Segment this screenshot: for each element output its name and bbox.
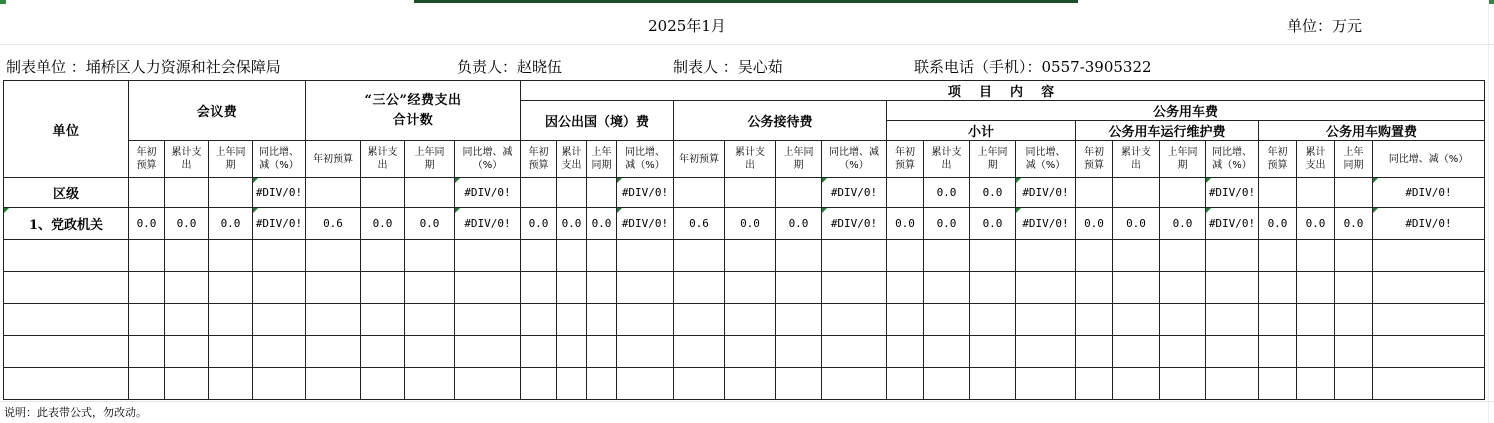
table-cell[interactable] bbox=[1259, 304, 1297, 336]
table-cell[interactable] bbox=[557, 336, 587, 368]
table-cell[interactable] bbox=[209, 272, 253, 304]
table-cell[interactable] bbox=[1160, 178, 1206, 208]
table-cell[interactable]: #DIV/0! bbox=[1373, 178, 1485, 208]
table-cell[interactable] bbox=[521, 272, 557, 304]
table-cell[interactable] bbox=[455, 368, 521, 400]
subheader-meeting-0: 年初 预算 bbox=[129, 141, 165, 178]
table-cell[interactable] bbox=[306, 240, 361, 272]
table-row bbox=[4, 304, 1485, 336]
preparer-info bbox=[673, 56, 783, 77]
table-cell[interactable] bbox=[1335, 178, 1373, 208]
table-cell[interactable] bbox=[887, 240, 924, 272]
table-cell[interactable] bbox=[405, 178, 455, 208]
table-cell[interactable] bbox=[970, 272, 1016, 304]
table-cell[interactable] bbox=[521, 336, 557, 368]
header-project: 项 目 内 容 bbox=[521, 81, 1485, 101]
table-cell[interactable] bbox=[455, 304, 521, 336]
org-value: 埇桥区人力资源和社会保障局 bbox=[85, 58, 281, 76]
table-cell[interactable] bbox=[776, 178, 822, 208]
table-cell[interactable] bbox=[405, 240, 455, 272]
subheader-reception-1: 累计支 出 bbox=[725, 141, 776, 178]
subheader-abroad-0: 年初 预算 bbox=[521, 141, 557, 178]
table-cell[interactable] bbox=[253, 240, 306, 272]
table-cell[interactable]: 0.0 bbox=[776, 208, 822, 240]
table-row bbox=[4, 368, 1485, 400]
table-cell[interactable] bbox=[587, 304, 617, 336]
table-cell[interactable] bbox=[361, 240, 405, 272]
table-cell[interactable] bbox=[587, 178, 617, 208]
table-cell[interactable]: 0.0 bbox=[587, 208, 617, 240]
table-cell[interactable] bbox=[1016, 336, 1076, 368]
org-label: 制表单位 ： bbox=[6, 58, 86, 76]
table-cell[interactable] bbox=[1206, 240, 1259, 272]
table-cell[interactable]: 0.0 bbox=[887, 208, 924, 240]
table-cell[interactable]: 0.0 bbox=[209, 208, 253, 240]
footnote: 说明：此表带公式，勿改动。 bbox=[4, 406, 147, 419]
table-cell[interactable] bbox=[617, 240, 674, 272]
table-cell[interactable] bbox=[822, 336, 887, 368]
table-cell[interactable] bbox=[165, 272, 209, 304]
subheader-purchase-3: 同比增、减（%） bbox=[1373, 141, 1485, 178]
table-cell[interactable] bbox=[1016, 368, 1076, 400]
table-cell[interactable] bbox=[617, 272, 674, 304]
table-cell[interactable] bbox=[521, 368, 557, 400]
table-cell[interactable]: #DIV/0! bbox=[1016, 208, 1076, 240]
table-cell[interactable] bbox=[361, 272, 405, 304]
table-cell[interactable] bbox=[970, 240, 1016, 272]
table-cell[interactable] bbox=[209, 240, 253, 272]
table-cell[interactable] bbox=[1076, 240, 1113, 272]
subheader-operation-0: 年初 预算 bbox=[1076, 141, 1113, 178]
subheader-row bbox=[4, 141, 1485, 178]
table-cell[interactable]: 0.0 bbox=[557, 208, 587, 240]
table-cell[interactable] bbox=[1297, 272, 1335, 304]
table-cell[interactable] bbox=[1335, 368, 1373, 400]
table-cell[interactable] bbox=[1373, 336, 1485, 368]
table-row bbox=[4, 208, 1485, 240]
table-cell[interactable] bbox=[129, 304, 165, 336]
table-cell[interactable] bbox=[674, 368, 725, 400]
table-cell[interactable] bbox=[822, 304, 887, 336]
table-cell[interactable] bbox=[887, 304, 924, 336]
leader-value: 赵晓伍 bbox=[517, 58, 563, 76]
table-cell[interactable]: 0.0 bbox=[924, 178, 970, 208]
subheader-purchase-1: 累计 支出 bbox=[1297, 141, 1335, 178]
cell-corner-marker bbox=[0, 0, 6, 4]
table-cell[interactable] bbox=[361, 304, 405, 336]
table-cell[interactable] bbox=[617, 336, 674, 368]
table-cell[interactable] bbox=[405, 272, 455, 304]
subheader-operation-1: 累计支 出 bbox=[1113, 141, 1160, 178]
subheader-purchase-0: 年初 预算 bbox=[1259, 141, 1297, 178]
subheader-abroad-2: 上年 同期 bbox=[587, 141, 617, 178]
table-cell[interactable]: #DIV/0! bbox=[253, 178, 306, 208]
table-cell[interactable] bbox=[306, 336, 361, 368]
table-cell[interactable] bbox=[165, 240, 209, 272]
table-cell[interactable] bbox=[209, 336, 253, 368]
table-cell[interactable] bbox=[129, 336, 165, 368]
table-cell[interactable] bbox=[1016, 272, 1076, 304]
unit-label: 单位：万元 bbox=[1287, 17, 1363, 35]
table-cell[interactable] bbox=[1259, 240, 1297, 272]
gridline bbox=[0, 401, 1494, 402]
row-label[interactable] bbox=[4, 240, 129, 272]
table-cell[interactable]: 0.0 bbox=[361, 208, 405, 240]
table-cell[interactable]: #DIV/0! bbox=[617, 178, 674, 208]
row-label[interactable] bbox=[4, 336, 129, 368]
table-cell[interactable]: 0.0 bbox=[1297, 208, 1335, 240]
table-cell[interactable] bbox=[1160, 336, 1206, 368]
table-cell[interactable] bbox=[924, 272, 970, 304]
table-cell[interactable] bbox=[557, 240, 587, 272]
table-cell[interactable] bbox=[361, 368, 405, 400]
table-cell[interactable] bbox=[1206, 368, 1259, 400]
table-cell[interactable]: 0.0 bbox=[1259, 208, 1297, 240]
table-cell[interactable] bbox=[1335, 304, 1373, 336]
table-row bbox=[4, 272, 1485, 304]
row-label[interactable]: 区级 bbox=[4, 178, 129, 208]
table-cell[interactable] bbox=[1259, 272, 1297, 304]
table-cell[interactable] bbox=[306, 272, 361, 304]
top-bar bbox=[0, 0, 1494, 3]
selection-accent-bar bbox=[414, 0, 1078, 3]
table-cell[interactable] bbox=[1113, 178, 1160, 208]
table-cell[interactable] bbox=[455, 240, 521, 272]
table-cell[interactable] bbox=[1016, 304, 1076, 336]
table-cell[interactable] bbox=[924, 368, 970, 400]
table-row bbox=[4, 336, 1485, 368]
header-purchase: 公务用车购置费 bbox=[1259, 121, 1485, 141]
table-cell[interactable] bbox=[1076, 336, 1113, 368]
subheader-purchase-2: 上年 同期 bbox=[1335, 141, 1373, 178]
table-cell[interactable] bbox=[776, 240, 822, 272]
expense-table bbox=[3, 80, 1485, 400]
table-cell[interactable]: #DIV/0! bbox=[822, 208, 887, 240]
table-cell[interactable] bbox=[306, 304, 361, 336]
table-cell[interactable]: 0.0 bbox=[1113, 208, 1160, 240]
table-cell[interactable]: 0.0 bbox=[725, 208, 776, 240]
table-cell[interactable] bbox=[361, 336, 405, 368]
table-cell[interactable] bbox=[557, 178, 587, 208]
table-cell[interactable] bbox=[587, 368, 617, 400]
table-cell[interactable] bbox=[1335, 272, 1373, 304]
subheader-subtotal-3: 同比增、 减（%） bbox=[1016, 141, 1076, 178]
header-reception: 公务接待费 bbox=[674, 101, 887, 141]
subheader-subtotal-2: 上年同 期 bbox=[970, 141, 1016, 178]
table-cell[interactable] bbox=[822, 368, 887, 400]
table-cell[interactable] bbox=[674, 178, 725, 208]
table-cell[interactable]: #DIV/0! bbox=[1206, 178, 1259, 208]
table-cell[interactable] bbox=[1297, 304, 1335, 336]
table-cell[interactable] bbox=[674, 304, 725, 336]
phone-info bbox=[914, 56, 1152, 77]
table-cell[interactable] bbox=[587, 336, 617, 368]
table-cell[interactable] bbox=[129, 272, 165, 304]
table-cell[interactable] bbox=[1373, 240, 1485, 272]
table-cell[interactable]: 0.0 bbox=[924, 208, 970, 240]
table-cell[interactable] bbox=[1335, 336, 1373, 368]
table-cell[interactable] bbox=[1160, 368, 1206, 400]
table-cell[interactable]: 0.6 bbox=[306, 208, 361, 240]
table-cell[interactable] bbox=[617, 304, 674, 336]
table-cell[interactable] bbox=[970, 368, 1016, 400]
table-cell[interactable] bbox=[1113, 336, 1160, 368]
subheader-abroad-1: 累计 支出 bbox=[557, 141, 587, 178]
table-cell[interactable]: 0.6 bbox=[674, 208, 725, 240]
header-meeting: 会议费 bbox=[129, 81, 306, 141]
subheader-meeting-1: 累计支 出 bbox=[165, 141, 209, 178]
table-row bbox=[4, 178, 1485, 208]
table-cell[interactable] bbox=[1160, 240, 1206, 272]
header-subtotal: 小计 bbox=[887, 121, 1076, 141]
table-cell[interactable] bbox=[1206, 272, 1259, 304]
table-cell[interactable] bbox=[253, 368, 306, 400]
subheader-sangong-0: 年初预算 bbox=[306, 141, 361, 178]
subheader-sangong-2: 上年同 期 bbox=[405, 141, 455, 178]
table-cell[interactable] bbox=[674, 240, 725, 272]
table-cell[interactable] bbox=[725, 272, 776, 304]
table-cell[interactable] bbox=[306, 178, 361, 208]
table-cell[interactable] bbox=[361, 178, 405, 208]
table-cell[interactable]: 0.0 bbox=[1160, 208, 1206, 240]
table-cell[interactable] bbox=[1259, 336, 1297, 368]
table-cell[interactable] bbox=[1297, 368, 1335, 400]
table-cell[interactable] bbox=[455, 272, 521, 304]
table-cell[interactable] bbox=[587, 240, 617, 272]
table-cell[interactable] bbox=[1373, 368, 1485, 400]
subheader-meeting-3: 同比增、 减（%） bbox=[253, 141, 306, 178]
table-cell[interactable] bbox=[776, 368, 822, 400]
table-cell[interactable] bbox=[725, 304, 776, 336]
table-cell[interactable] bbox=[1206, 336, 1259, 368]
table-cell[interactable] bbox=[306, 368, 361, 400]
table-cell[interactable] bbox=[1373, 304, 1485, 336]
table-cell[interactable] bbox=[1113, 304, 1160, 336]
table-cell[interactable] bbox=[1297, 178, 1335, 208]
subheader-operation-2: 上年同 期 bbox=[1160, 141, 1206, 178]
subheader-meeting-2: 上年同 期 bbox=[209, 141, 253, 178]
table-cell[interactable] bbox=[1076, 368, 1113, 400]
table-cell[interactable] bbox=[1259, 368, 1297, 400]
table-cell[interactable] bbox=[924, 240, 970, 272]
table-cell[interactable] bbox=[557, 272, 587, 304]
subheader-subtotal-0: 年初 预算 bbox=[887, 141, 924, 178]
table-cell[interactable] bbox=[725, 368, 776, 400]
table-cell[interactable] bbox=[129, 178, 165, 208]
header-row bbox=[4, 81, 1485, 101]
table-cell[interactable]: 0.0 bbox=[970, 208, 1016, 240]
table-cell[interactable] bbox=[1297, 336, 1335, 368]
header-operation: 公务用车运行维护费 bbox=[1076, 121, 1259, 141]
table-cell[interactable]: #DIV/0! bbox=[822, 178, 887, 208]
subheader-operation-3: 同比增、 减（%） bbox=[1206, 141, 1259, 178]
table-row bbox=[4, 240, 1485, 272]
table-cell[interactable] bbox=[674, 272, 725, 304]
preparer-label: 制表人 ： bbox=[673, 58, 738, 76]
header-abroad: 因公出国（境）费 bbox=[521, 101, 674, 141]
table-cell[interactable] bbox=[674, 336, 725, 368]
table-cell[interactable] bbox=[1160, 304, 1206, 336]
table-cell[interactable] bbox=[165, 368, 209, 400]
table-cell[interactable] bbox=[521, 178, 557, 208]
table-cell[interactable] bbox=[521, 240, 557, 272]
table-cell[interactable] bbox=[1113, 368, 1160, 400]
table-cell[interactable] bbox=[725, 178, 776, 208]
header-vehicle: 公务用车费 bbox=[887, 101, 1485, 121]
phone-label: 联系电话（手机）： bbox=[914, 58, 1042, 76]
header-sangong: “三公”经费支出 合计数 bbox=[306, 81, 521, 141]
report-title: 2025年1月 bbox=[648, 17, 726, 35]
table-cell[interactable]: #DIV/0! bbox=[1016, 178, 1076, 208]
table-cell[interactable] bbox=[253, 304, 306, 336]
table-cell[interactable] bbox=[887, 368, 924, 400]
subheader-sangong-3: 同比增、减 （%） bbox=[455, 141, 521, 178]
table-cell[interactable] bbox=[1259, 178, 1297, 208]
table-cell[interactable] bbox=[165, 304, 209, 336]
leader-info bbox=[457, 56, 562, 77]
subheader-sangong-1: 累计支 出 bbox=[361, 141, 405, 178]
table-cell[interactable] bbox=[1016, 240, 1076, 272]
table-cell[interactable] bbox=[1076, 272, 1113, 304]
table-cell[interactable] bbox=[209, 304, 253, 336]
table-cell[interactable] bbox=[725, 336, 776, 368]
table-cell[interactable]: 0.0 bbox=[521, 208, 557, 240]
table-cell[interactable] bbox=[209, 368, 253, 400]
table-cell[interactable] bbox=[1373, 272, 1485, 304]
table-cell[interactable] bbox=[253, 272, 306, 304]
table-cell[interactable] bbox=[887, 272, 924, 304]
table-cell[interactable] bbox=[924, 336, 970, 368]
table-cell[interactable] bbox=[209, 178, 253, 208]
table-cell[interactable] bbox=[557, 304, 587, 336]
table-cell[interactable] bbox=[129, 368, 165, 400]
subheader-subtotal-1: 累计支 出 bbox=[924, 141, 970, 178]
subheader-reception-2: 上年同 期 bbox=[776, 141, 822, 178]
table-cell[interactable]: #DIV/0! bbox=[1373, 208, 1485, 240]
row-label[interactable] bbox=[4, 272, 129, 304]
table-cell[interactable]: #DIV/0! bbox=[253, 208, 306, 240]
table-cell[interactable] bbox=[405, 304, 455, 336]
table-cell[interactable]: #DIV/0! bbox=[1206, 208, 1259, 240]
table-cell[interactable] bbox=[776, 336, 822, 368]
table-cell[interactable]: #DIV/0! bbox=[617, 208, 674, 240]
table-cell[interactable] bbox=[165, 178, 209, 208]
org-info bbox=[6, 56, 281, 77]
table-cell[interactable] bbox=[887, 178, 924, 208]
table-cell[interactable] bbox=[1297, 240, 1335, 272]
table-cell[interactable] bbox=[165, 336, 209, 368]
row-label[interactable]: 1、党政机关 bbox=[4, 208, 129, 240]
table-cell[interactable] bbox=[587, 272, 617, 304]
table-cell[interactable] bbox=[253, 336, 306, 368]
table-cell[interactable] bbox=[1160, 272, 1206, 304]
table-cell[interactable]: 0.0 bbox=[970, 178, 1016, 208]
table-cell[interactable] bbox=[1113, 240, 1160, 272]
table-cell[interactable] bbox=[405, 336, 455, 368]
leader-label: 负责人： bbox=[457, 58, 518, 76]
subheader-reception-3: 同比增、减 （%） bbox=[822, 141, 887, 178]
table-cell[interactable] bbox=[1113, 272, 1160, 304]
table-cell[interactable] bbox=[129, 240, 165, 272]
subheader-reception-0: 年初预算 bbox=[674, 141, 725, 178]
phone-value: 0557-3905322 bbox=[1041, 58, 1152, 76]
subheader-abroad-3: 同比增、 减（%） bbox=[617, 141, 674, 178]
gridline bbox=[1488, 0, 1489, 423]
row-label[interactable] bbox=[4, 304, 129, 336]
table-cell[interactable] bbox=[405, 368, 455, 400]
table-cell[interactable] bbox=[1335, 240, 1373, 272]
table-cell[interactable] bbox=[455, 336, 521, 368]
table-cell[interactable] bbox=[1076, 178, 1113, 208]
gridline bbox=[0, 44, 1494, 45]
table-cell[interactable] bbox=[557, 368, 587, 400]
table-cell[interactable] bbox=[1076, 304, 1113, 336]
table-cell[interactable]: #DIV/0! bbox=[455, 208, 521, 240]
table-cell[interactable]: 0.0 bbox=[129, 208, 165, 240]
table-cell[interactable] bbox=[822, 240, 887, 272]
table-cell[interactable] bbox=[521, 304, 557, 336]
table-cell[interactable] bbox=[970, 304, 1016, 336]
header-unit: 单位 bbox=[4, 81, 129, 178]
table-cell[interactable] bbox=[822, 272, 887, 304]
row-label[interactable] bbox=[4, 368, 129, 400]
table-cell[interactable]: 0.0 bbox=[165, 208, 209, 240]
table-cell[interactable] bbox=[970, 336, 1016, 368]
table-cell[interactable] bbox=[887, 336, 924, 368]
table-cell[interactable] bbox=[1206, 304, 1259, 336]
table-cell[interactable]: 0.0 bbox=[1335, 208, 1373, 240]
table-cell[interactable] bbox=[617, 368, 674, 400]
table-cell[interactable]: #DIV/0! bbox=[455, 178, 521, 208]
table-cell[interactable] bbox=[776, 304, 822, 336]
preparer-value: 吴心茹 bbox=[737, 58, 783, 76]
table-cell[interactable] bbox=[924, 304, 970, 336]
table-cell[interactable]: 0.0 bbox=[405, 208, 455, 240]
table-cell[interactable] bbox=[776, 272, 822, 304]
table-cell[interactable] bbox=[725, 240, 776, 272]
table-cell[interactable]: 0.0 bbox=[1076, 208, 1113, 240]
